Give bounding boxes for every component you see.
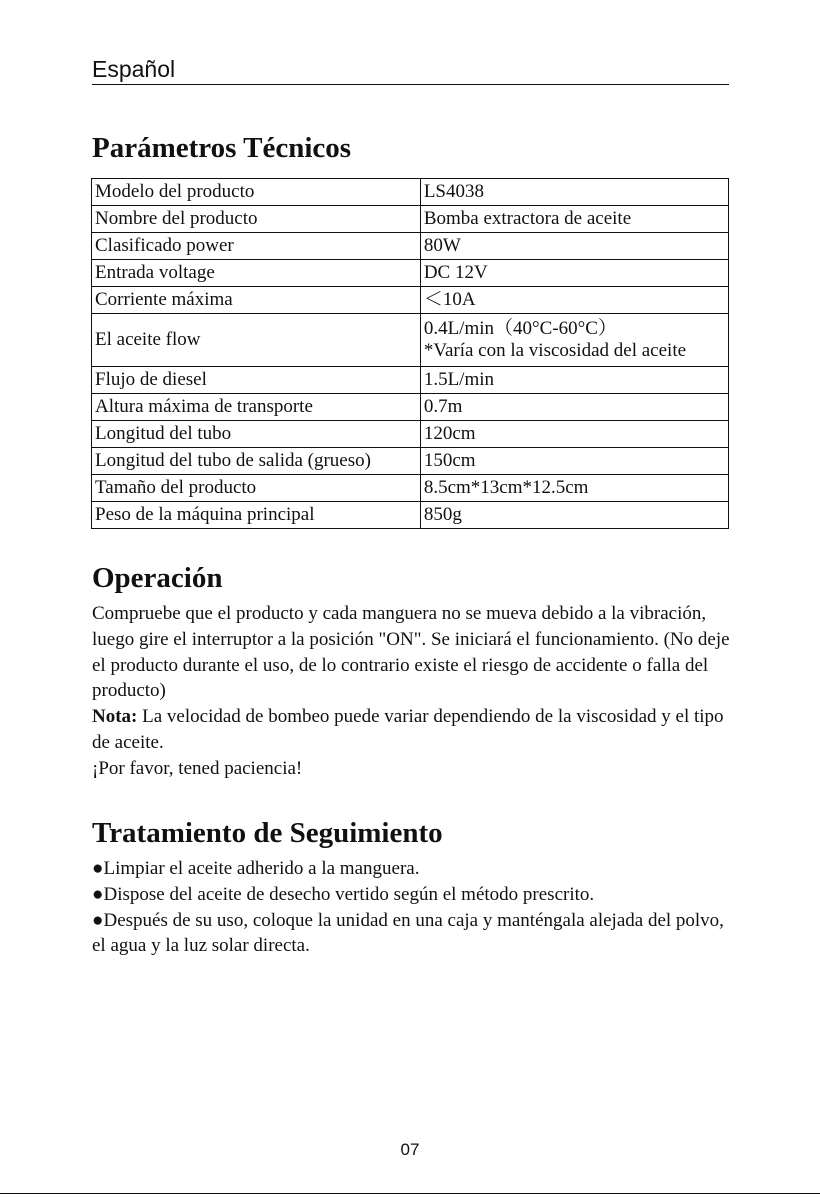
list-item: ●Dispose del aceite de desecho vertido según el método prescrito.	[92, 883, 595, 905]
spec-value: ＜10A	[420, 287, 728, 314]
spec-label: Entrada voltage	[92, 260, 421, 287]
language-label: Español	[92, 56, 176, 82]
spec-value: 80W	[420, 233, 728, 260]
spec-label: Clasificado power	[92, 233, 421, 260]
table-row	[92, 260, 729, 287]
table-row	[92, 394, 729, 421]
spec-label: Tamaño del producto	[92, 475, 421, 502]
spec-value: 0.7m	[420, 394, 728, 421]
table-row	[92, 448, 729, 475]
spec-value: Bomba extractora de aceite	[420, 206, 728, 233]
operation-note	[92, 704, 732, 756]
operation-paragraph: Compruebe que el producto y cada manguera no se mueva debido a la vibración, luego gire el interruptor a la posición "ON". Se iniciará el funcionamiento. (No deje el producto durante el uso, de lo contrario existe el riesgo de accidente o falla del producto)	[92, 603, 730, 702]
list-item: ●Limpiar el aceite adherido a la manguera.	[92, 858, 420, 879]
table-row	[92, 475, 729, 502]
spec-note: *Varía con la viscosidad del aceite	[423, 340, 687, 361]
followup-heading: Tratamiento de Seguimiento	[92, 817, 443, 849]
table-row	[92, 421, 729, 448]
spec-value: 850g	[420, 502, 728, 529]
spec-value: DC 12V	[420, 260, 728, 287]
spec-value: 8.5cm*13cm*12.5cm	[420, 475, 728, 502]
table-row	[92, 233, 729, 260]
spec-label: Corriente máxima	[92, 287, 421, 314]
spec-value-cell	[420, 314, 728, 367]
spec-value: 120cm	[420, 421, 728, 448]
spec-value: 150cm	[420, 448, 728, 475]
spec-label: Longitud del tubo	[92, 421, 421, 448]
spec-label: El aceite flow	[92, 314, 421, 367]
note-label: Nota:	[92, 706, 138, 728]
operation-section	[92, 601, 732, 782]
bottom-divider	[0, 1193, 820, 1194]
specs-table	[91, 178, 729, 529]
spec-label: Altura máxima de transporte	[92, 394, 421, 421]
table-row	[92, 287, 729, 314]
spec-label: Peso de la máquina principal	[92, 502, 421, 529]
table-row	[92, 314, 729, 367]
operation-heading: Operación	[92, 562, 223, 594]
table-row	[92, 367, 729, 394]
spec-label: Nombre del producto	[92, 206, 421, 233]
header-divider	[92, 84, 729, 85]
table-row	[92, 179, 729, 206]
specs-heading: Parámetros Técnicos	[92, 132, 352, 164]
spec-label: Longitud del tubo de salida (grueso)	[92, 448, 421, 475]
page-number: 07	[400, 1140, 420, 1159]
list-item: ●Después de su uso, coloque la unidad en una caja y manténgala alejada del polvo, el agua y la luz solar directa.	[92, 909, 724, 957]
spec-value: 1.5L/min	[420, 367, 728, 394]
spec-label: Flujo de diesel	[92, 367, 421, 394]
spec-value: LS4038	[420, 179, 728, 206]
spec-label: Modelo del producto	[92, 179, 421, 206]
operation-closing: ¡Por favor, tened paciencia!	[92, 757, 303, 779]
spec-value: 0.4L/min（40°C-60°C）	[423, 318, 617, 339]
followup-list	[92, 856, 732, 959]
table-row	[92, 206, 729, 233]
table-row	[92, 502, 729, 529]
note-text: La velocidad de bombeo puede variar dependiendo de la viscosidad y el tipo de aceite.	[92, 706, 724, 753]
